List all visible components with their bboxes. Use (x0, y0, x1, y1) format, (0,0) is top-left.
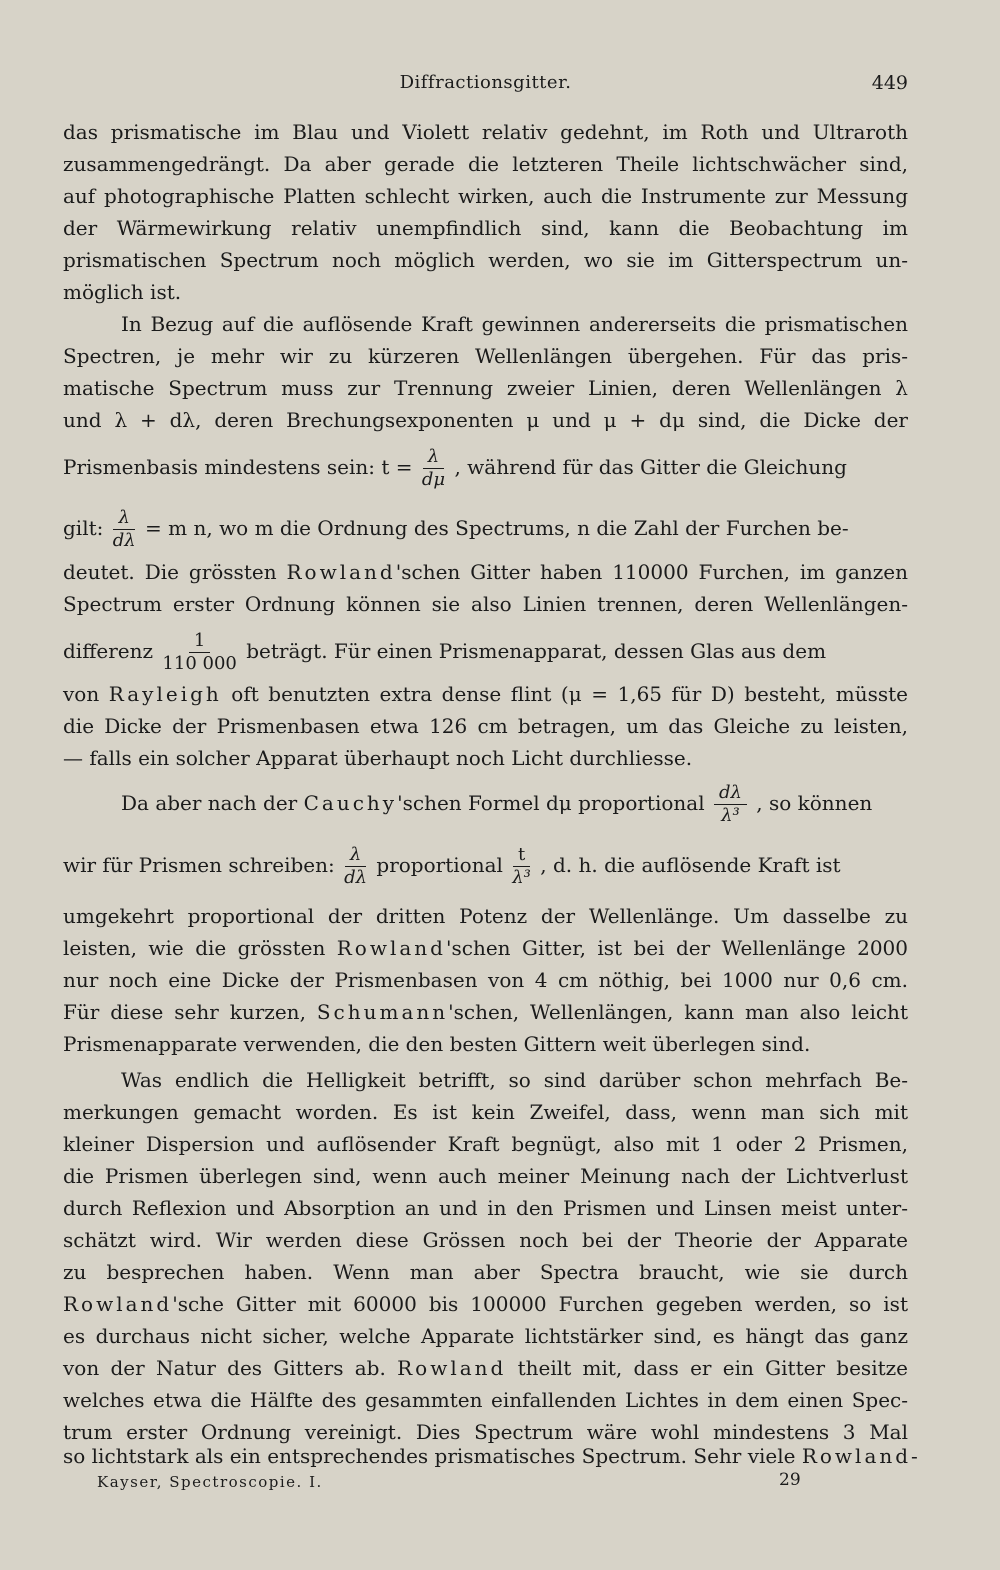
text-line (63, 1440, 921, 1472)
equation-line-prismen (63, 844, 908, 888)
text-line: durch Reflexion und Absorption an und in den Prismen und Linsen meist unter- (63, 1196, 908, 1220)
fraction-lambda-dlambda (344, 846, 367, 887)
text-line (63, 678, 908, 710)
text-line: umgekehrt proportional der dritten Potenz der Wellenlänge. Um dasselbe zu (63, 904, 908, 928)
text-span: 'schen Gitter, ist bei der Wellenlänge 2000 (445, 936, 908, 960)
text-line: Prismenapparate verwenden, die den besten Gittern weit überlegen sind. (63, 1032, 811, 1056)
eq-text: Prismenbasis mindestens sein: t = (63, 455, 413, 479)
text-line: die Dicke der Prismenbasen etwa 126 cm betragen, um das Gleiche zu leisten, (63, 714, 908, 738)
eq-text: , d. h. die auflösende Kraft ist (540, 853, 841, 877)
text-span: Da aber nach der (121, 791, 304, 815)
equation-line-cauchy (63, 782, 908, 826)
author-name: Rayleigh (108, 682, 222, 706)
author-name: Cauchy (303, 791, 398, 815)
author-name: Rowland (286, 560, 396, 584)
denominator: dλ (344, 867, 368, 888)
fraction-lambda-dlambda (113, 509, 136, 550)
sheet-number: 29 (779, 1470, 801, 1490)
author-name: Rowland (336, 936, 446, 960)
author-name: Schumann (316, 1000, 449, 1024)
numerator: dλ (714, 784, 747, 805)
eq-text: , so können (756, 791, 873, 815)
text-line (63, 996, 908, 1028)
author-name: Rowland- (801, 1444, 921, 1468)
text-line: Spectrum erster Ordnung können sie also Linien trennen, deren Wellenlängen- (63, 592, 908, 616)
fraction-lambda-dmu (422, 448, 445, 489)
text-span: von der Natur des Gitters ab. (63, 1356, 398, 1380)
text-line: zusammengedrängt. Da aber gerade die letzteren Theile lichtschwächer sind, (63, 152, 908, 176)
text-span: theilt mit, dass er ein Gitter besitze (506, 1356, 908, 1380)
fraction-dlambda-lambda3 (714, 784, 747, 825)
text-line: und λ + dλ, deren Brechungsexponenten μ und μ + dμ sind, die Dicke der (63, 408, 908, 432)
text-line (63, 932, 908, 964)
text-line: schätzt wird. Wir werden diese Grössen noch bei der Theorie der Apparate (63, 1228, 908, 1252)
numerator: λ (345, 846, 366, 867)
text-line: Spectren, je mehr wir zu kürzeren Wellenlängen übergehen. Für das pris- (63, 344, 908, 368)
denominator: dλ (112, 530, 136, 551)
footer-signature: Kayser, Spectroscopie. I. (97, 1473, 323, 1491)
text-line: prismatischen Spectrum noch möglich werden, wo sie im Gitterspectrum un- (63, 248, 908, 272)
fraction-t-lambda3 (512, 846, 531, 887)
text-line (63, 1352, 908, 1384)
text-span: 'schen Formel dμ proportional (397, 791, 705, 815)
equation-line-mn (63, 507, 908, 551)
text-line: nur noch eine Dicke der Prismenbasen von 4 cm nöthig, bei 1000 nur 0,6 cm. (63, 968, 908, 992)
text-span: 'schen Gitter haben 110000 Furchen, im ganzen (395, 560, 909, 584)
text-line (63, 1288, 908, 1320)
numerator: t (513, 846, 530, 867)
equation-line-t (63, 446, 908, 490)
numerator: 1 (189, 632, 210, 653)
text-line: die Prismen überlegen sind, wenn auch meiner Meinung nach der Lichtverlust (63, 1164, 908, 1188)
running-title: Diffractionsgitter. (399, 72, 572, 93)
eq-text: gilt: (63, 516, 104, 540)
text-line: zu besprechen haben. Wenn man aber Spectra braucht, wie sie durch (63, 1260, 908, 1284)
author-name: Rowland (397, 1356, 507, 1380)
text-span: oft benutzten extra dense flint (μ = 1,65 für D) besteht, müsste (221, 682, 909, 706)
denominator: λ³ (721, 805, 740, 826)
eq-text: beträgt. Für einen Prismenapparat, dessen Glas aus dem (246, 639, 827, 663)
text-line: das prismatische im Blau und Violett relativ gedehnt, im Roth und Ultraroth (63, 120, 908, 144)
text-line: — falls ein solcher Apparat überhaupt noch Licht durchliesse. (63, 746, 693, 770)
running-header (63, 72, 908, 98)
text-line: es durchaus nicht sicher, welche Apparate lichtstärker sind, es hängt das ganz (63, 1324, 908, 1348)
text-line: In Bezug auf die auflösende Kraft gewinnen andererseits die prismatischen (121, 312, 908, 336)
text-span: 'sche Gitter mit 60000 bis 100000 Furchen gegeben werden, so ist (172, 1292, 908, 1316)
page-number: 449 (871, 72, 908, 94)
text-line: merkungen gemacht worden. Es ist kein Zweifel, dass, wenn man sich mit (63, 1100, 908, 1124)
text-line: welches etwa die Hälfte des gesammten einfallenden Lichtes in dem einen Spec- (63, 1388, 908, 1412)
text-line: Was endlich die Helligkeit betrifft, so sind darüber schon mehrfach Be- (121, 1068, 908, 1092)
denominator: λ³ (512, 867, 531, 888)
text-span: so lichtstark als ein entsprechendes prismatisches Spectrum. Sehr viele (63, 1444, 802, 1468)
eq-text: differenz (63, 639, 154, 663)
author-name: Rowland (63, 1292, 173, 1316)
text-span: deutet. Die grössten (63, 560, 287, 584)
text-span: von (63, 682, 109, 706)
numerator: λ (113, 509, 134, 530)
page-footer (97, 1470, 801, 1497)
eq-text: proportional (376, 853, 503, 877)
text-span: Für diese sehr kurzen, (63, 1000, 317, 1024)
text-line: trum erster Ordnung vereinigt. Dies Spectrum wäre wohl mindestens 3 Mal (63, 1420, 908, 1444)
text-line: auf photographische Platten schlecht wirken, auch die Instrumente zur Messung (63, 184, 908, 208)
text-span: leisten, wie die grössten (63, 936, 337, 960)
eq-text: = m n, wo m die Ordnung des Spectrums, n die Zahl der Furchen be- (145, 516, 849, 540)
denominator: dμ (421, 469, 446, 490)
text-span: 'schen, Wellenlängen, kann man also leicht (448, 1000, 908, 1024)
eq-text: , während für das Gitter die Gleichung (454, 455, 847, 479)
text-line (63, 556, 908, 588)
fraction-one-over-110000 (162, 632, 236, 673)
text-line: kleiner Dispersion und auflösender Kraft begnügt, also mit 1 oder 2 Prismen, (63, 1132, 908, 1156)
denominator: 110 000 (162, 653, 237, 674)
text-line: der Wärmewirkung relativ unempfindlich sind, kann die Beobachtung im (63, 216, 908, 240)
text-line: möglich ist. (63, 280, 182, 304)
eq-text: wir für Prismen schreiben: (63, 853, 335, 877)
text-line: matische Spectrum muss zur Trennung zweier Linien, deren Wellenlängen λ (63, 376, 908, 400)
numerator: λ (423, 448, 444, 469)
equation-line-differenz (63, 630, 908, 674)
